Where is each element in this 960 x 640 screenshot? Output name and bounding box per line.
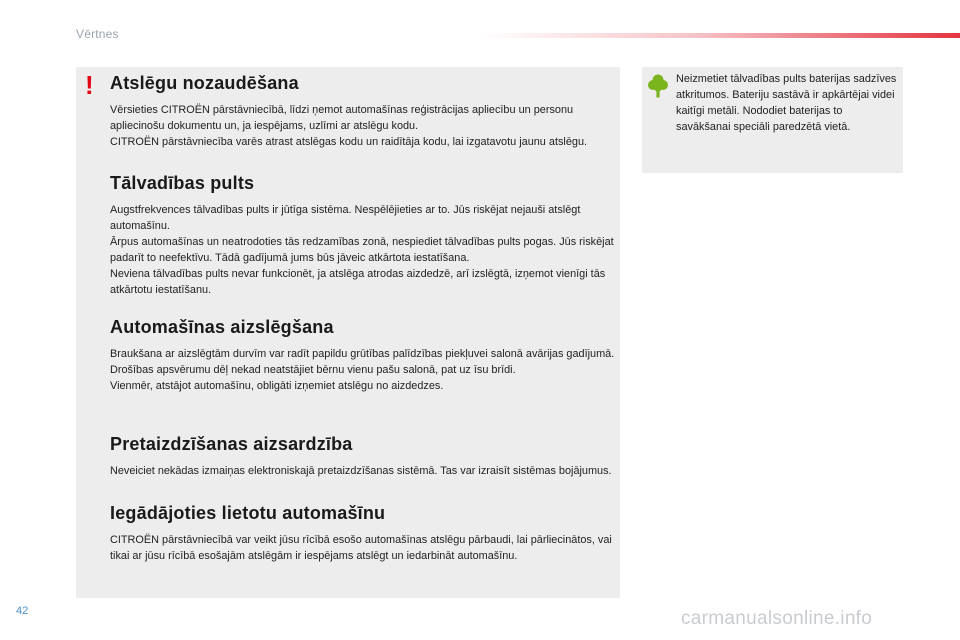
header-accent-line (480, 33, 960, 38)
environment-note-text: Neizmetiet tālvadības pults baterijas sadzīves atkritumos. Bateriju sastāvā ir apkārtējai videi kaitīgi metāli. Nododiet baterijas to savākšanai speciāli paredzētā vietā. (676, 73, 897, 133)
section-title: Automašīnas aizslēgšana (110, 317, 334, 337)
section-header-label: Vērtnes (76, 27, 119, 41)
section-paragraph: Drošības apsvērumu dēļ nekad neatstājiet bērnu vienu pašu salonā, pat uz īsu brīdi. (110, 363, 516, 376)
section-title: Atslēgu nozaudēšana (110, 73, 299, 93)
eco-tree-icon (648, 74, 668, 98)
section-paragraph: Augstfrekvences tālvadības pults ir jūtīga sistēma. Nespēlējieties ar to. Jūs riskējat nejauši atslēgt automašīnu. (110, 204, 581, 232)
section-paragraph: Ārpus automašīnas un neatrodoties tās redzamības zonā, nespiediet tālvadības pults pogas. Jūs riskējat padarīt to neefektīvu. Tādā gadījumā jums būs jāveic atkārtota iestatīšana. (110, 235, 614, 264)
section-paragraph: Braukšana ar aizslēgtām durvīm var radīt papildu grūtības palīdzības piekļuvei salonā avārijas gadījumā. (110, 348, 615, 360)
section-title: Iegādājoties lietotu automašīnu (110, 503, 386, 523)
section-remote-control (110, 173, 618, 298)
section-used-vehicle (110, 503, 618, 565)
section-lost-keys (110, 73, 618, 151)
section-title: Tālvadības pults (110, 173, 255, 193)
section-anti-theft (110, 434, 618, 480)
site-watermark: carmanualsonline.info (681, 608, 873, 629)
warning-icon: ! (85, 70, 94, 100)
section-title: Pretaizdzīšanas aizsardzība (110, 434, 353, 454)
section-paragraph: CITROËN pārstāvniecībā var veikt jūsu rīcībā esošo automašīnas atslēgu pārbaudi, lai pārliecinātos, vai tikai ar jūsu rīcībā esošajām atslēgām ir iespējams atslēgt un iedarbināt automašīnu. (110, 534, 612, 562)
section-paragraph: Neveiciet nekādas izmaiņas elektroniskajā pretaizdzīšanas sistēmā. Tas var izraisīt sistēmas bojājumus. (110, 465, 612, 477)
section-paragraph: Vienmēr, atstājot automašīnu, obligāti izņemiet atslēgu no aizdedzes. (110, 379, 444, 392)
page-number: 42 (16, 605, 29, 617)
section-paragraph: Vērsieties CITROËN pārstāvniecībā, līdzi ņemot automašīnas reģistrācijas apliecību un personu apliecinošu dokumentu un, ja iespējams, uzlīmi ar atslēgu kodu. (110, 104, 574, 132)
section-paragraph: CITROËN pārstāvniecība varēs atrast atslēgas kodu un raidītāja kodu, lai izgatavotu jaunu atslēgu. (110, 135, 588, 148)
section-vehicle-locking (110, 317, 618, 395)
section-paragraph: Neviena tālvadības pults nevar funkcionēt, ja atslēga atrodas aizdedzē, arī izslēgtā, izņemot vienīgi tās atkārtotu iestatīšanu. (110, 267, 606, 296)
